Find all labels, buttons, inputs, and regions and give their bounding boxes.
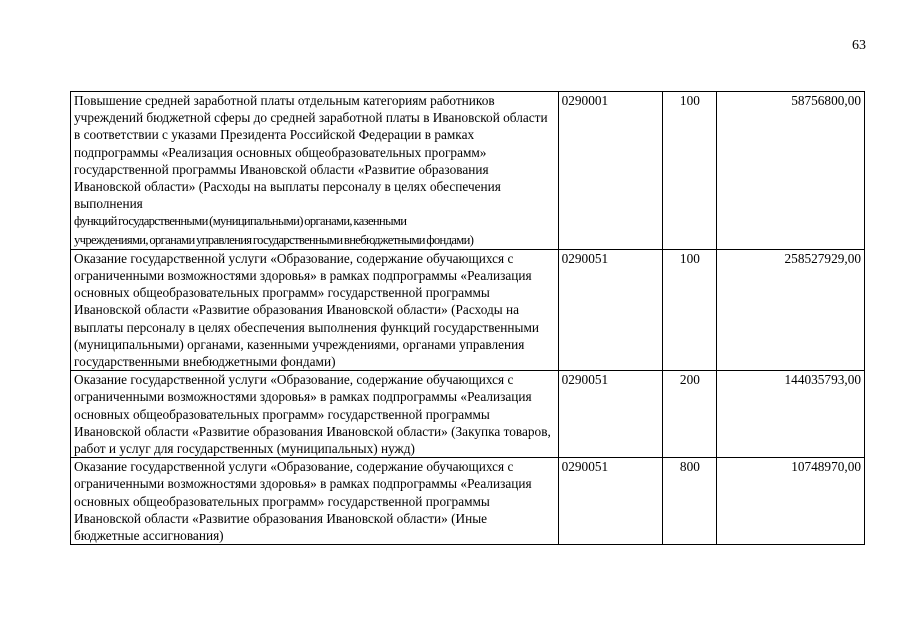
table-row [71,92,865,250]
row-code: 0290051 [558,371,663,458]
row-code: 0290001 [558,92,663,250]
row-code: 0290051 [558,249,663,370]
row-description-condensed-line: функций государственными (муниципальными) органами, казенными [74,214,407,229]
row-description: Оказание государственной услуги «Образование, содержание обучающихся с ограниченными возможностями здоровья» в рамках подпрограммы «Реализация основных общеобразовательных программ» государственной программы Ивановской области «Развитие образования Ивановской области» (Иные бюджетные ассигнования) [71,458,559,545]
row-description-cell [71,92,559,250]
row-amount: 58756800,00 [717,92,865,250]
table-row [71,249,865,370]
row-description-condensed-line: учреждениями, органами управления государственными внебюджетными фондами) [74,232,474,247]
row-amount: 258527929,00 [717,249,865,370]
row-expense-type: 100 [663,92,717,250]
row-amount: 10748970,00 [717,458,865,545]
table-row [71,458,865,545]
table-row [71,371,865,458]
row-description: Оказание государственной услуги «Образование, содержание обучающихся с ограниченными возможностями здоровья» в рамках подпрограммы «Реализация основных общеобразовательных программ» государственной программы Ивановской области «Развитие образования Ивановской области» (Расходы на выплаты персоналу в целях обеспечения выполнения функций государственными (муниципальными) органами, казенными учреждениями, органами управления государственными внебюджетными фондами) [71,249,559,370]
page-number: 63 [852,38,866,53]
row-code: 0290051 [558,458,663,545]
row-expense-type: 800 [663,458,717,545]
row-description: Повышение средней заработной платы отдельным категориям работников учреждений бюджетной сферы до средней заработной платы в Ивановской области в соответствии с указами Президента Российской Федерации в рамках подпрограммы «Реализация основных общеобразовательных программ» государственной программы Ивановской области «Развитие образования Ивановской области» (Расходы на выплаты персоналу в целях обеспечения выполнения [74,93,548,212]
budget-table [70,91,865,545]
row-expense-type: 100 [663,249,717,370]
row-expense-type: 200 [663,371,717,458]
row-description: Оказание государственной услуги «Образование, содержание обучающихся с ограниченными возможностями здоровья» в рамках подпрограммы «Реализация основных общеобразовательных программ» государственной программы Ивановской области «Развитие образования Ивановской области» (Закупка товаров, работ и услуг для государственных (муниципальных) нужд) [71,371,559,458]
row-amount: 144035793,00 [717,371,865,458]
